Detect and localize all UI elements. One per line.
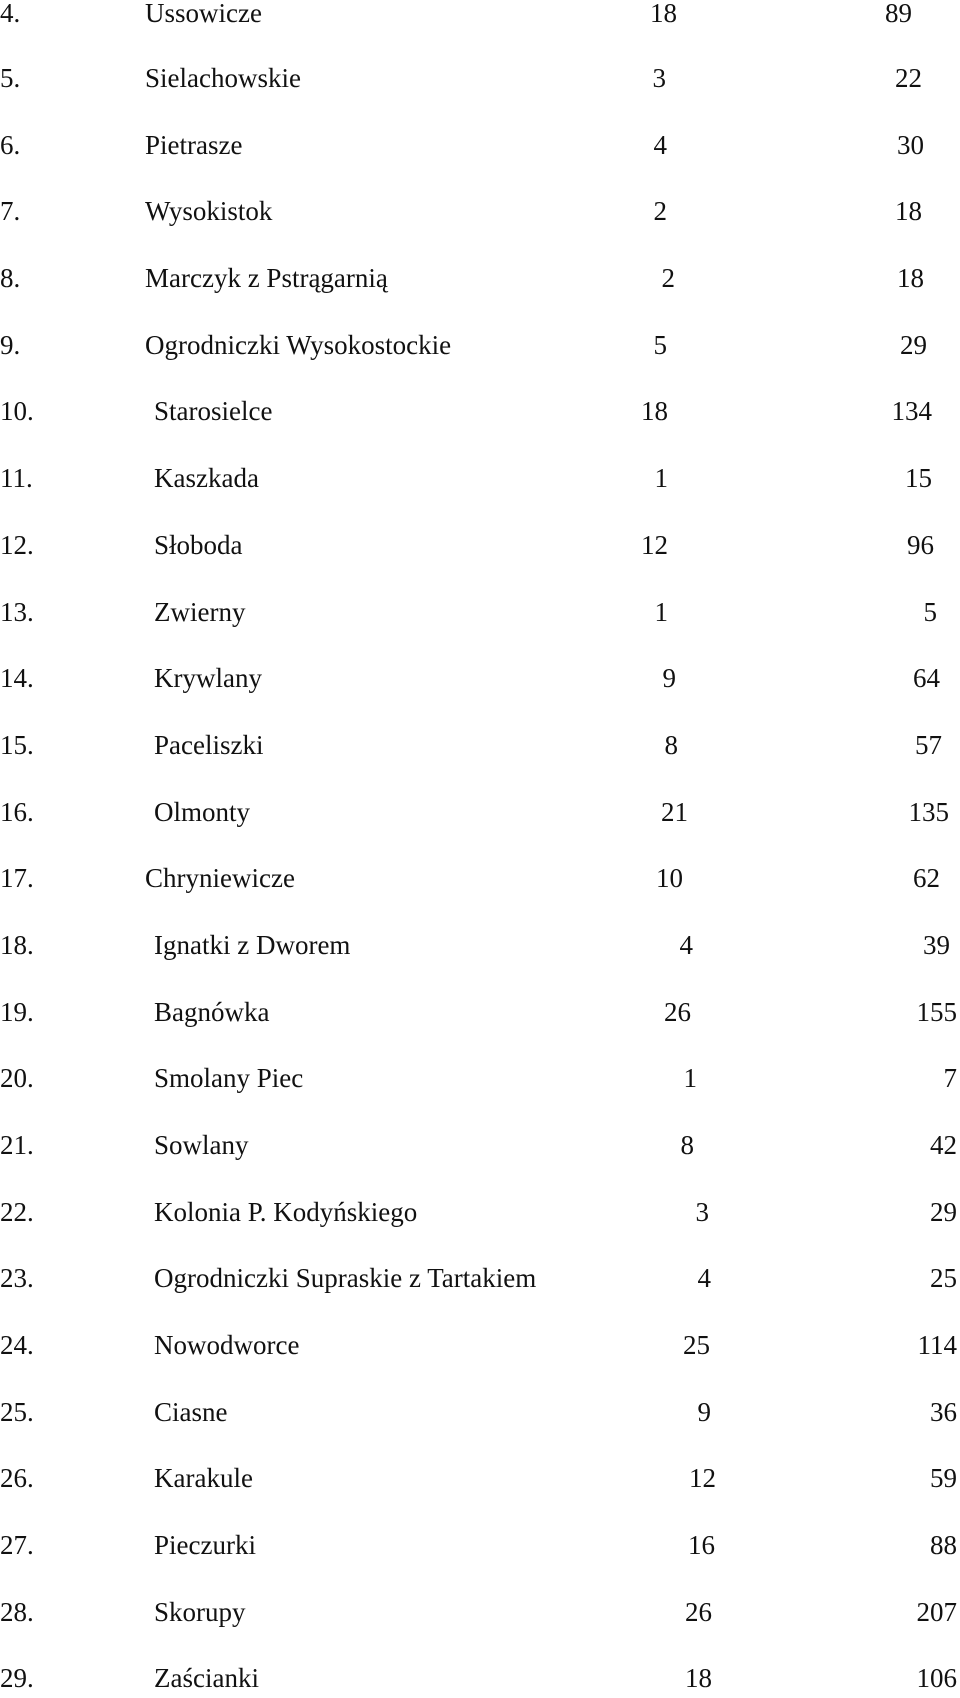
item-number: 13. (0, 597, 34, 627)
item-number: 26. (0, 1463, 34, 1493)
count-primary: 3 (695, 1197, 709, 1227)
village-name: Kaszkada (154, 463, 259, 493)
village-name: Olmonty (154, 797, 251, 827)
count-primary: 26 (664, 997, 691, 1027)
count-primary: 4 (653, 130, 667, 160)
list-item (0, 1658, 960, 1698)
village-name: Sielachowskie (145, 63, 301, 93)
list-item (0, 1525, 960, 1565)
count-primary: 2 (653, 196, 667, 226)
count-primary: 3 (652, 63, 666, 93)
list-item (0, 1325, 960, 1365)
item-number: 6. (0, 130, 21, 160)
count-primary: 2 (661, 263, 675, 293)
item-number: 14. (0, 663, 34, 693)
item-number: 9. (0, 330, 21, 360)
item-number: 21. (0, 1130, 34, 1160)
item-number: 29. (0, 1663, 34, 1693)
count-secondary: 114 (917, 1330, 957, 1360)
village-name: Wysokistok (145, 196, 273, 226)
count-primary: 21 (661, 797, 688, 827)
count-secondary: 59 (930, 1463, 957, 1493)
count-primary: 18 (641, 396, 668, 426)
list-item (0, 525, 960, 565)
count-primary: 5 (653, 330, 667, 360)
list-item (0, 858, 960, 898)
count-secondary: 57 (915, 730, 942, 760)
count-primary: 26 (685, 1597, 712, 1627)
count-primary: 12 (689, 1463, 716, 1493)
count-secondary: 36 (930, 1397, 957, 1427)
village-name: Sowlany (154, 1130, 249, 1160)
village-name: Słoboda (154, 530, 243, 560)
village-name: Chryniewicze (145, 863, 295, 893)
count-secondary: 29 (930, 1197, 957, 1227)
count-primary: 9 (697, 1397, 711, 1427)
count-secondary: 64 (913, 663, 940, 693)
list-item (0, 1192, 960, 1232)
village-name: Karakule (154, 1463, 253, 1493)
count-secondary: 29 (900, 330, 927, 360)
village-name: Ciasne (154, 1397, 228, 1427)
item-number: 28. (0, 1597, 34, 1627)
village-name: Ogrodniczki Supraskie z Tartakiem (154, 1263, 537, 1293)
village-name: Zwierny (154, 597, 246, 627)
item-number: 5. (0, 63, 21, 93)
item-number: 4. (0, 0, 21, 28)
village-name: Nowodworce (154, 1330, 300, 1360)
count-secondary: 30 (897, 130, 924, 160)
count-secondary: 7 (943, 1063, 957, 1093)
count-secondary: 88 (930, 1530, 957, 1560)
item-number: 27. (0, 1530, 34, 1560)
village-name: Marczyk z Pstrągarnią (145, 263, 388, 293)
list-item (0, 191, 960, 231)
count-primary: 25 (683, 1330, 710, 1360)
list-item (0, 1392, 960, 1432)
count-secondary: 207 (916, 1597, 957, 1627)
item-number: 18. (0, 930, 34, 960)
village-name: Pieczurki (154, 1530, 256, 1560)
village-name: Starosielce (154, 396, 273, 426)
count-primary: 1 (654, 597, 668, 627)
count-secondary: 25 (930, 1263, 957, 1293)
count-primary: 16 (688, 1530, 715, 1560)
count-secondary: 42 (930, 1130, 957, 1160)
item-number: 8. (0, 263, 21, 293)
item-number: 17. (0, 863, 34, 893)
count-primary: 4 (697, 1263, 711, 1293)
count-primary: 18 (685, 1663, 712, 1693)
list-item (0, 658, 960, 698)
count-secondary: 96 (907, 530, 934, 560)
list-item (0, 325, 960, 365)
list-item (0, 992, 960, 1032)
count-secondary: 5 (923, 597, 937, 627)
item-number: 22. (0, 1197, 34, 1227)
count-secondary: 134 (891, 396, 932, 426)
count-secondary: 18 (897, 263, 924, 293)
list-item (0, 1592, 960, 1632)
village-name: Zaścianki (154, 1663, 259, 1693)
count-primary: 12 (641, 530, 668, 560)
village-name: Bagnówka (154, 997, 270, 1027)
count-secondary: 62 (913, 863, 940, 893)
list-item (0, 1125, 960, 1165)
list-item (0, 1258, 960, 1298)
village-name: Skorupy (154, 1597, 246, 1627)
list-item (0, 258, 960, 298)
list-item (0, 1058, 960, 1098)
count-secondary: 135 (908, 797, 949, 827)
village-name: Kolonia P. Kodyńskiego (154, 1197, 418, 1227)
list-item (0, 1458, 960, 1498)
item-number: 24. (0, 1330, 34, 1360)
village-name: Pietrasze (145, 130, 243, 160)
item-number: 7. (0, 196, 21, 226)
item-number: 12. (0, 530, 34, 560)
item-number: 16. (0, 797, 34, 827)
count-primary: 18 (650, 0, 677, 28)
item-number: 10. (0, 396, 34, 426)
item-number: 15. (0, 730, 34, 760)
count-primary: 10 (656, 863, 683, 893)
count-secondary: 15 (905, 463, 932, 493)
list-item (0, 725, 960, 765)
list-item (0, 125, 960, 165)
list-item (0, 925, 960, 965)
village-name: Smolany Piec (154, 1063, 304, 1093)
count-primary: 4 (679, 930, 693, 960)
list-item (0, 792, 960, 832)
count-primary: 1 (654, 463, 668, 493)
count-secondary: 39 (923, 930, 950, 960)
count-primary: 9 (662, 663, 676, 693)
item-number: 20. (0, 1063, 34, 1093)
item-number: 19. (0, 997, 34, 1027)
count-secondary: 89 (885, 0, 912, 28)
village-name: Krywlany (154, 663, 262, 693)
item-number: 23. (0, 1263, 34, 1293)
list-item (0, 58, 960, 98)
village-name: Paceliszki (154, 730, 264, 760)
count-primary: 8 (664, 730, 678, 760)
count-secondary: 22 (895, 63, 922, 93)
count-primary: 8 (680, 1130, 694, 1160)
list-item (0, 0, 960, 33)
list-item (0, 458, 960, 498)
village-name: Ogrodniczki Wysokostockie (145, 330, 452, 360)
item-number: 25. (0, 1397, 34, 1427)
count-secondary: 106 (916, 1663, 957, 1693)
count-secondary: 155 (916, 997, 957, 1027)
count-primary: 1 (683, 1063, 697, 1093)
list-item (0, 592, 960, 632)
count-secondary: 18 (895, 196, 922, 226)
village-name: Ignatki z Dworem (154, 930, 351, 960)
village-name: Ussowicze (145, 0, 262, 28)
list-item (0, 391, 960, 431)
item-number: 11. (0, 463, 33, 493)
